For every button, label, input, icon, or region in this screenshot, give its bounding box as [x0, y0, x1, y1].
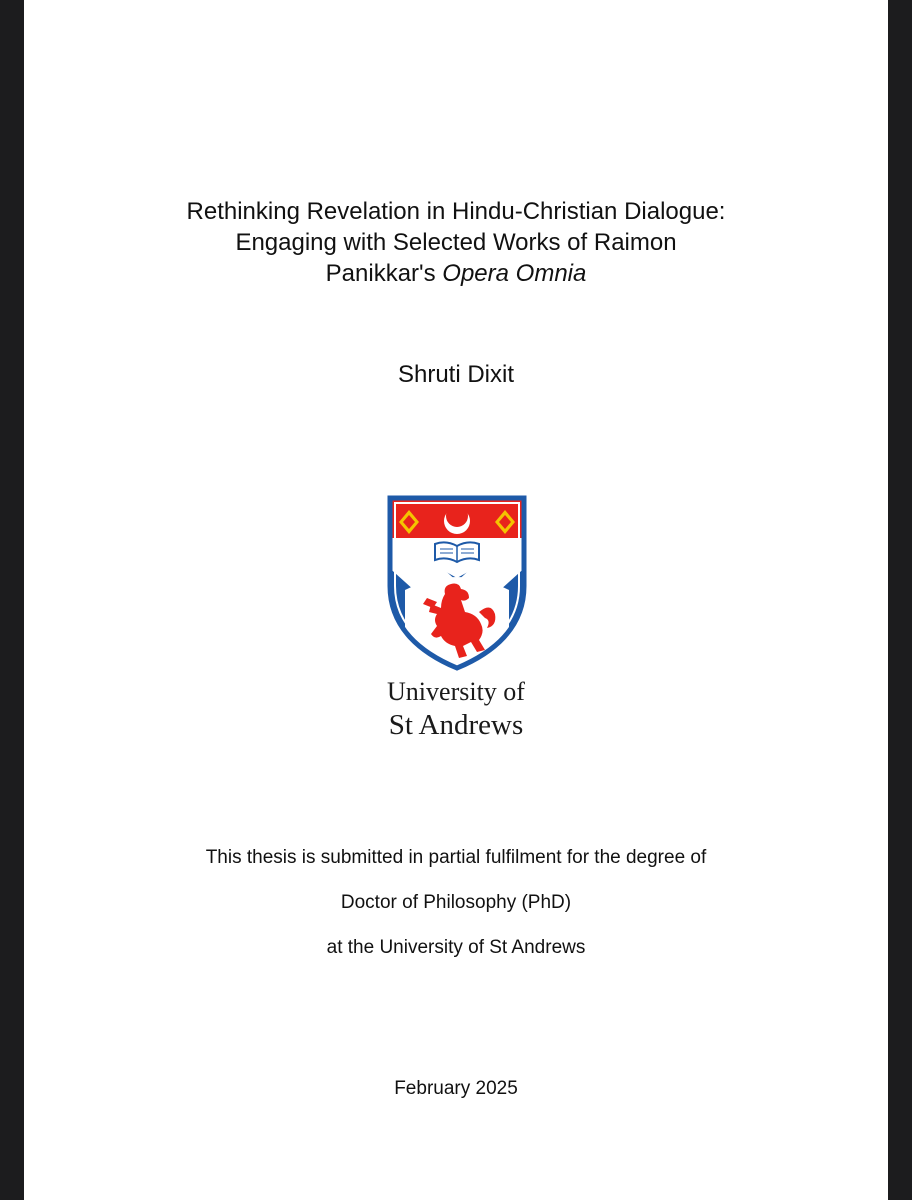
- university-name-line-2: St Andrews: [388, 709, 524, 741]
- university-wordmark: [24, 676, 888, 742]
- submission-statement: [24, 844, 888, 979]
- submission-line-3: at the University of St Andrews: [326, 937, 586, 958]
- university-crest-icon: [385, 494, 529, 672]
- author-name: Shruti Dixit: [397, 361, 515, 388]
- title-line-1: Rethinking Revelation in Hindu-Christian Dialogue:: [186, 198, 726, 225]
- university-name-line-1: University of: [387, 677, 525, 706]
- thesis-title-page: [24, 0, 888, 1200]
- submission-line-1: This thesis is submitted in partial fulfilment for the degree of: [205, 847, 707, 868]
- title-line-3: [24, 258, 888, 289]
- submission-date: February 2025: [394, 1078, 518, 1099]
- thesis-title: [24, 196, 888, 289]
- title-line-2: Engaging with Selected Works of Raimon: [235, 229, 677, 256]
- submission-line-2: Doctor of Philosophy (PhD): [340, 892, 572, 913]
- title-line-3-prefix: Panikkar's: [325, 260, 443, 287]
- title-line-3-italic: Opera Omnia: [442, 260, 587, 287]
